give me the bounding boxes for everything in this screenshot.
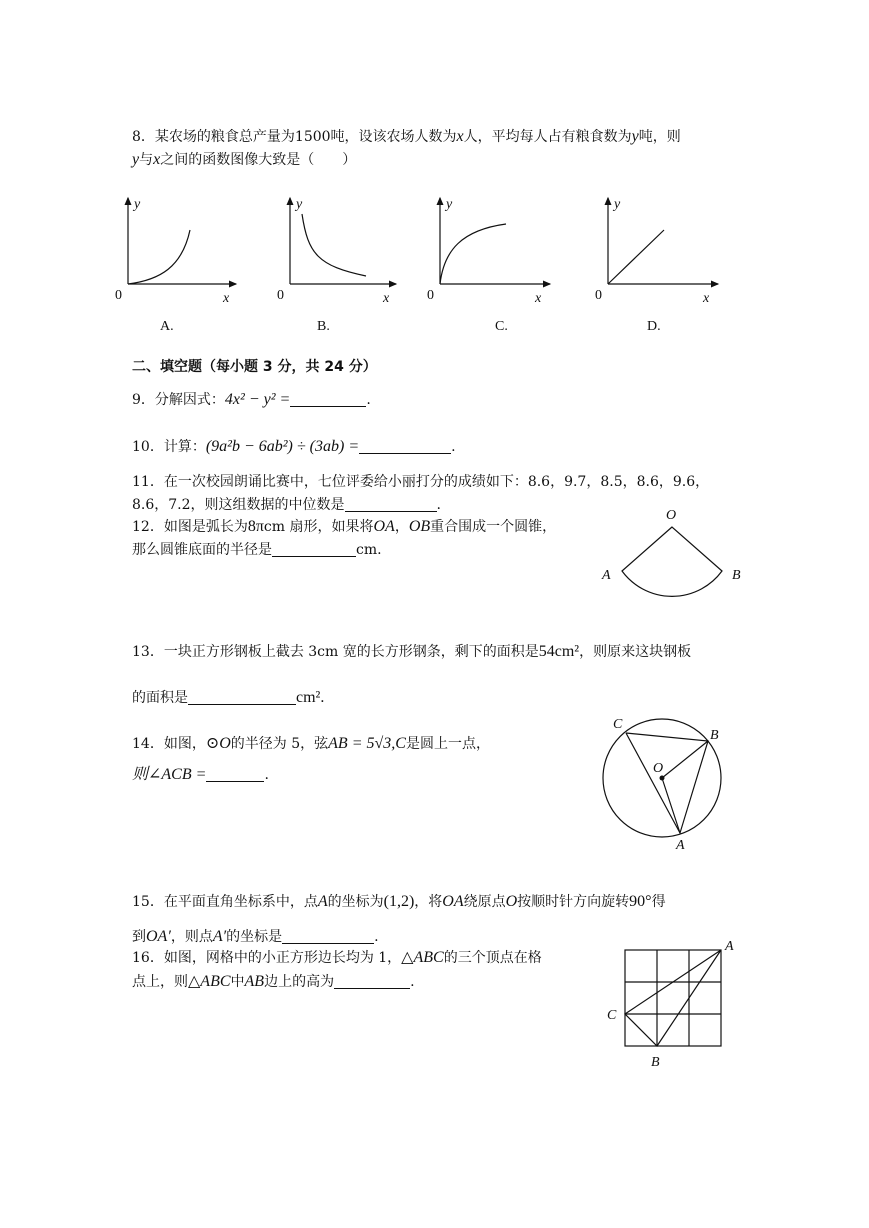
q15-point-a: A — [317, 893, 328, 910]
origin-label: 0 — [427, 288, 434, 303]
curve-concave-up — [128, 230, 190, 284]
point-o-label: O — [653, 761, 664, 776]
point-c-label: C — [607, 1008, 617, 1023]
origin-label: 0 — [595, 288, 602, 303]
q10-suffix: . — [451, 439, 456, 455]
q14-line1 — [132, 735, 490, 753]
q16-suffix: . — [410, 974, 415, 990]
q12-unit: cm. — [356, 542, 382, 558]
q15-text-h: ，则点 — [170, 929, 213, 945]
q12-ob: OB — [408, 518, 431, 535]
q12-answer-blank[interactable] — [272, 542, 356, 557]
q8-graph-c — [422, 192, 557, 337]
q8-line2-text: 之间的函数图像大致是（ ） — [160, 152, 357, 168]
point-b-label: B — [710, 728, 719, 743]
triangle-abc — [625, 950, 721, 1046]
q16-text-e: 边上的高为 — [264, 974, 335, 990]
q16-text-a: 16．如图，网格中的小正方形边长均为 1， — [132, 950, 402, 966]
q14-text-b: 的半径为 5，弦 — [230, 736, 329, 752]
q14-suffix: . — [264, 767, 269, 783]
grid — [625, 950, 721, 1046]
option-d-label: D. — [647, 319, 661, 334]
q11-line2 — [132, 496, 441, 514]
q15-suffix: . — [374, 929, 379, 945]
q9 — [132, 391, 371, 409]
q16-triangle: △ABC — [401, 949, 444, 966]
point-b-label: B — [651, 1055, 660, 1070]
straight-line — [608, 230, 664, 284]
q13-text-c: 的面积是 — [132, 690, 188, 706]
q8-graph-b — [272, 192, 402, 337]
option-b-label: B. — [317, 319, 330, 334]
q15-answer-blank[interactable] — [282, 929, 374, 944]
q14-circle: ⊙O — [205, 735, 231, 752]
q12-text-a: 12．如图是弧长为 — [132, 519, 248, 535]
y-label: y — [446, 197, 453, 212]
sector-shape — [622, 527, 722, 596]
q14-line2 — [132, 766, 269, 784]
q8-var-y: y — [631, 128, 639, 145]
q11-suffix: . — [436, 497, 441, 513]
curve-hyperbola — [302, 214, 366, 276]
q16-text-d: 中 — [230, 974, 245, 990]
q16-triangle-2: △ABC — [188, 973, 231, 990]
q13-text-b: ，则原来这块钢板 — [579, 644, 692, 660]
q13-answer-blank[interactable] — [188, 690, 296, 705]
q15-line2 — [132, 928, 379, 946]
center-dot — [660, 776, 665, 781]
q15-text-f: 得 — [651, 894, 666, 910]
origin-label: 0 — [115, 288, 122, 303]
q16-line2 — [132, 973, 415, 991]
q13-unit: cm². — [296, 689, 325, 706]
point-b-label: B — [732, 568, 741, 583]
q12-comma: ， — [394, 519, 409, 535]
q11-text: 8.6，7.2，则这组数据的中位数是 — [132, 497, 345, 513]
q8-var-x: x — [456, 128, 464, 145]
x-label: x — [383, 291, 390, 306]
y-label: y — [614, 197, 621, 212]
q15-oa-prime: OA′ — [146, 928, 171, 945]
point-a-label: A — [676, 838, 685, 853]
x-label: x — [223, 291, 230, 306]
q16-grid-figure — [600, 935, 745, 1075]
q10-expression: (9a²b − 6ab²) ÷ (3ab) = — [205, 438, 360, 455]
q15-a-prime: A′ — [212, 928, 227, 945]
point-o-label: O — [666, 508, 677, 523]
q14-answer-blank[interactable] — [206, 767, 264, 782]
radius-ob — [662, 741, 708, 778]
q15-coordinate: (1,2) — [383, 893, 415, 910]
q12-text-b: cm 扇形，如果将 — [263, 519, 374, 535]
q8-text-b: 人，平均每人占有粮食数为 — [463, 129, 632, 145]
q10-prefix: 10．计算： — [132, 439, 206, 455]
q15-line1 — [132, 893, 666, 911]
q8-line2-and: 与 — [139, 152, 154, 168]
point-c-label: C — [613, 717, 623, 732]
q15-oa: OA — [442, 893, 464, 910]
q8-graph-d — [590, 192, 725, 337]
q8-line2-y: y — [132, 151, 140, 168]
x-label: x — [703, 291, 710, 306]
q16-answer-blank[interactable] — [334, 974, 410, 989]
origin-label: 0 — [277, 288, 284, 303]
q8-text-c: 吨，则 — [638, 129, 681, 145]
q15-text-a: 15．在平面直角坐标系中，点 — [132, 894, 318, 910]
q15-origin: O — [505, 893, 518, 910]
option-a-label: A. — [160, 319, 174, 334]
section2-title: 二、填空题（每小题 3 分，共 24 分） — [132, 359, 377, 375]
q12-oa: OA — [373, 518, 395, 535]
q9-suffix: . — [366, 392, 371, 408]
q14-text-a: 14．如图， — [132, 736, 206, 752]
q16-ab: AB — [244, 973, 265, 990]
q15-text-i: 的坐标是 — [226, 929, 283, 945]
q12-arc-length: 8π — [247, 518, 264, 535]
q14-point-c: C — [395, 735, 406, 752]
q14-angle: 则∠ACB = — [132, 766, 207, 783]
q12-line2 — [132, 541, 382, 559]
y-label: y — [134, 197, 141, 212]
q15-text-d: 绕原点 — [463, 894, 506, 910]
x-label: x — [535, 291, 542, 306]
q12-sector-figure — [596, 505, 756, 615]
q13-text-a: 13．一块正方形钢板上截去 3cm 宽的长方形钢条，剩下的面积是 — [132, 644, 539, 660]
q13-line1 — [132, 643, 691, 661]
q9-prefix: 9．分解因式： — [132, 392, 225, 408]
q9-answer-blank[interactable] — [290, 392, 366, 407]
point-a-label: A — [602, 568, 611, 583]
q14-circle-figure — [596, 712, 736, 860]
point-a-label: A — [725, 939, 734, 954]
q16-text-b: 的三个顶点在格 — [443, 950, 542, 966]
q14-text-c: 是圆上一点， — [405, 736, 490, 752]
q12-line1 — [132, 518, 556, 536]
q15-text-g: 到 — [132, 929, 146, 945]
q12-text-d: 那么圆锥底面的半径是 — [132, 542, 272, 558]
option-c-label: C. — [495, 319, 508, 334]
q15-text-e: 按顺时针方向旋转 — [517, 894, 630, 910]
q8-graph-a — [110, 192, 240, 337]
q13-area: 54cm² — [538, 643, 580, 660]
q12-text-c: 重合围成一个圆锥， — [430, 519, 557, 535]
q15-angle: 90° — [629, 893, 652, 910]
q11-answer-blank[interactable] — [345, 497, 437, 512]
q16-text-c: 点上，则 — [132, 974, 188, 990]
q8-text-a: 8．某农场的粮食总产量为1500吨，设该农场人数为 — [132, 129, 457, 145]
q15-text-c: ，将 — [414, 894, 443, 910]
q9-expression: 4x² − y² = — [224, 391, 291, 408]
q8-line2 — [132, 151, 356, 169]
q13-line2 — [132, 689, 324, 707]
q11-line1: 11．在一次校园朗诵比赛中，七位评委给小丽打分的成绩如下：8.6，9.7，8.5，8.6，9.6， — [132, 474, 710, 490]
q16-line1 — [132, 949, 542, 967]
q8-line2-x: x — [153, 151, 161, 168]
q14-chord: AB = 5√3, — [328, 735, 396, 752]
curve-concave-down — [440, 224, 506, 284]
q15-text-b: 的坐标为 — [327, 894, 384, 910]
triangle-acb — [626, 733, 708, 833]
q8-line1 — [132, 128, 681, 146]
q10-answer-blank[interactable] — [359, 439, 451, 454]
q10 — [132, 438, 456, 456]
y-label: y — [296, 197, 303, 212]
